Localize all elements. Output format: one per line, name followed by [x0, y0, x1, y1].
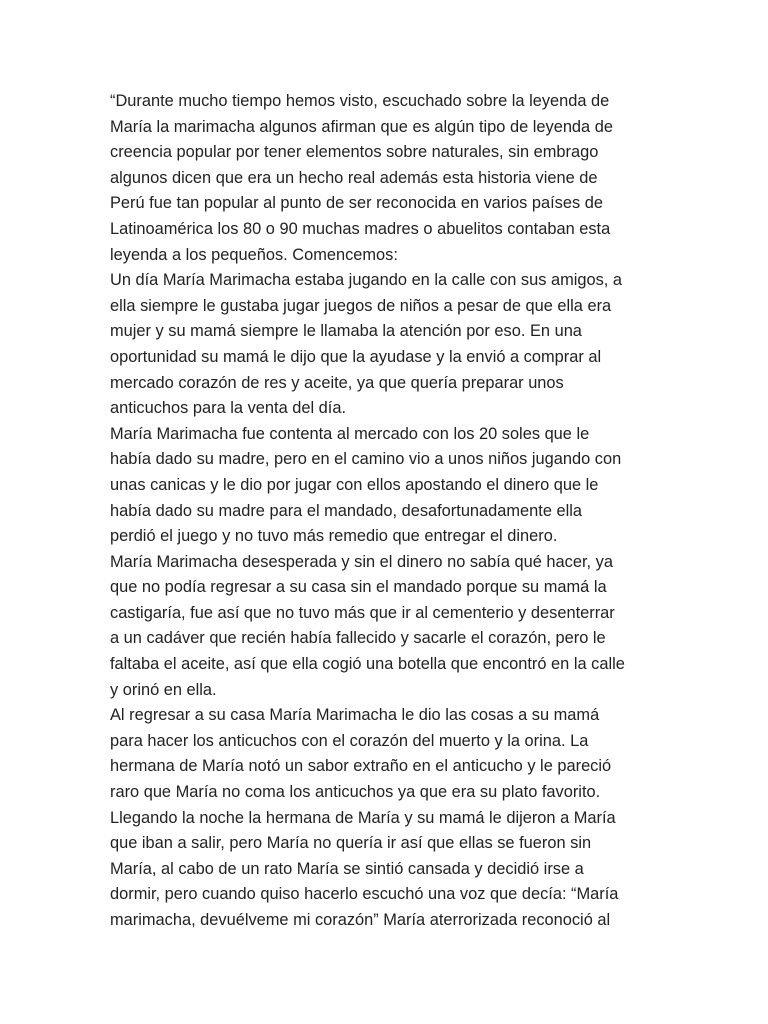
document-body-text	[110, 89, 662, 934]
text-line: que iban a salir, pero María no quería ir así que ellas se fueron sin	[110, 834, 592, 853]
text-line: leyenda a los pequeños. Comencemos:	[110, 245, 398, 264]
text-line: anticuchos para la venta del día.	[110, 399, 346, 418]
text-line: mujer y su mamá siempre le llamaba la atención por eso. En una	[110, 322, 582, 341]
text-line: marimacha, devuélveme mi corazón” María aterrorizada reconoció al	[110, 911, 611, 929]
text-line: había dado su madre para el mandado, desafortunadamente ella	[110, 501, 583, 520]
text-line: unas canicas y le dio por jugar con ellos apostando el dinero que le	[110, 475, 599, 494]
text-line: Llegando la noche la hermana de María y su mamá le dijeron a María	[110, 808, 616, 827]
text-line: que no podía regresar a su casa sin el mandado porque su mamá la	[110, 578, 607, 597]
text-line: raro que María no coma los anticuchos ya que era su plato favorito.	[110, 783, 601, 802]
text-line: Al regresar a su casa María Marimacha le dio las cosas a su mamá	[110, 706, 600, 725]
text-line: María, al cabo de un rato María se sintió cansada y decidió irse a	[110, 859, 584, 878]
text-line: Perú fue tan popular al punto de ser reconocida en varios países de	[110, 194, 603, 213]
text-line: Un día María Marimacha estaba jugando en la calle con sus amigos, a	[110, 271, 623, 290]
text-line: Latinoamérica los 80 o 90 muchas madres o abuelitos contaban esta	[110, 219, 611, 238]
text-line: María Marimacha desesperada y sin el dinero no sabía qué hacer, ya	[110, 552, 613, 571]
text-line: algunos dicen que era un hecho real además esta historia viene de	[110, 168, 598, 187]
text-line: dormir, pero cuando quiso hacerlo escuchó una voz que decía: “María	[110, 885, 619, 904]
text-line: ella siempre le gustaba jugar juegos de niños a pesar de que ella era	[110, 296, 612, 315]
text-line: para hacer los anticuchos con el corazón del muerto y la orina. La	[110, 731, 589, 750]
text-line: María la marimacha algunos afirman que es algún tipo de leyenda de	[110, 117, 613, 136]
text-line: mercado corazón de res y aceite, ya que quería preparar unos	[110, 373, 564, 392]
text-line: oportunidad su mamá le dijo que la ayudase y la envió a comprar al	[110, 347, 602, 366]
text-line: María Marimacha fue contenta al mercado con los 20 soles que le	[110, 424, 590, 443]
text-line: había dado su madre, pero en el camino vio a unos niños jugando con	[110, 450, 622, 469]
text-line: creencia popular por tener elementos sobre naturales, sin embrago	[110, 143, 599, 162]
text-line: a un cadáver que recién había fallecido y sacarle el corazón, pero le	[110, 629, 606, 648]
text-line: perdió el juego y no tuvo más remedio que entregar el dinero.	[110, 527, 558, 546]
text-line: “Durante mucho tiempo hemos visto, escuchado sobre la leyenda de	[110, 92, 610, 110]
text-line: hermana de María notó un sabor extraño en el anticucho y le pareció	[110, 757, 612, 776]
text-line: y orinó en ella.	[110, 680, 217, 699]
text-line: faltaba el aceite, así que ella cogió una botella que encontró en la calle	[110, 655, 625, 674]
text-line: castigaría, fue así que no tuvo más que ir al cementerio y desenterrar	[110, 603, 615, 622]
